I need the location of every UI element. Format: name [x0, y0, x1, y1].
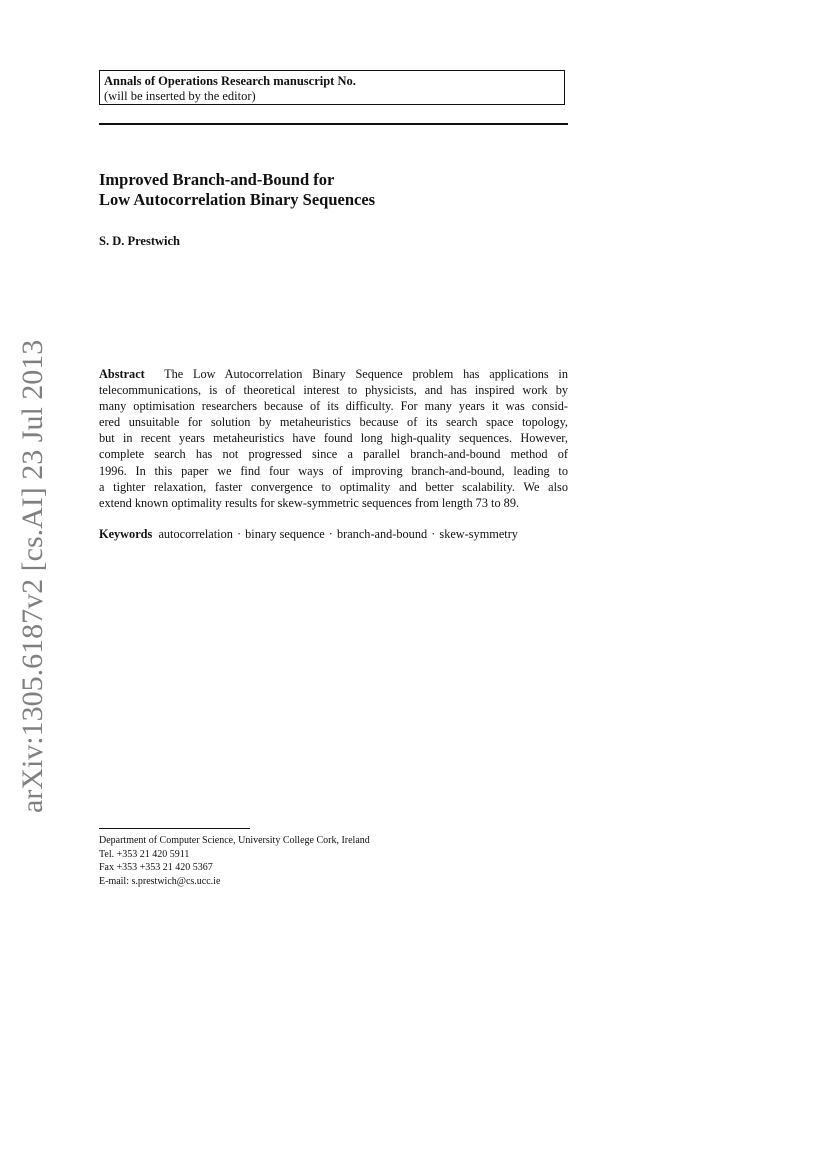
email[interactable]: E-mail: s.prestwich@cs.ucc.ie	[99, 875, 221, 887]
keyword-separator: ·	[431, 527, 436, 541]
editor-note: (will be inserted by the editor)	[104, 89, 256, 103]
affiliation: Department of Computer Science, University College Cork, Ireland	[99, 835, 370, 846]
telephone: Tel. +353 21 420 5911	[99, 848, 190, 860]
keywords-label: Keywords	[99, 527, 153, 541]
header-rule	[99, 123, 568, 125]
fax: Fax +353 +353 21 420 5367	[99, 862, 213, 873]
keywords	[99, 526, 518, 542]
keyword-item: branch-and-bound	[336, 527, 428, 541]
journal-line: Annals of Operations Research manuscript No.	[104, 74, 356, 88]
abstract-line: ered unsuitable for solution by metaheuristics because of its search space topology,	[99, 415, 568, 430]
author-name: S. D. Prestwich	[99, 234, 181, 248]
abstract	[99, 366, 568, 511]
keyword-separator: ·	[328, 527, 333, 541]
manuscript-info-box	[99, 70, 565, 105]
author-footnote	[99, 834, 370, 888]
title-line-1: Improved Branch-and-Bound for	[99, 170, 335, 189]
abstract-line: a tighter relaxation, faster convergence to optimality and better scalability. We also	[99, 479, 568, 494]
keyword-separator: ·	[236, 527, 242, 541]
abstract-line: telecommunications, is of theoretical interest to physicists, and has inspired work by	[99, 383, 568, 398]
abstract-line: complete search has not progressed since a parallel branch-and-bound method of	[99, 447, 568, 462]
keyword-item: autocorrelation	[158, 527, 233, 541]
keyword-item: skew-symmetry	[439, 527, 518, 541]
abstract-line: but in recent years metaheuristics have found long high-quality sequences. However,	[99, 431, 568, 446]
abstract-line: many optimisation researchers because of its difficulty. For many years it was consid-	[99, 399, 568, 414]
arxiv-identifier: arXiv:1305.6187v2 [cs.AI] 23 Jul 2013	[16, 339, 49, 813]
paper-title	[99, 170, 569, 210]
title-line-2: Low Autocorrelation Binary Sequences	[99, 190, 376, 209]
abstract-line: 1996. In this paper we find four ways of improving branch-and-bound, leading to	[99, 463, 568, 478]
abstract-label: Abstract	[99, 367, 145, 381]
keyword-item: binary sequence	[245, 527, 325, 541]
footnote-rule	[99, 828, 250, 829]
abstract-line: extend known optimality results for skew-symmetric sequences from length 73 to 89.	[99, 495, 520, 510]
abstract-line: Abstract The Low Autocorrelation Binary Sequence problem has applications in	[99, 367, 568, 381]
